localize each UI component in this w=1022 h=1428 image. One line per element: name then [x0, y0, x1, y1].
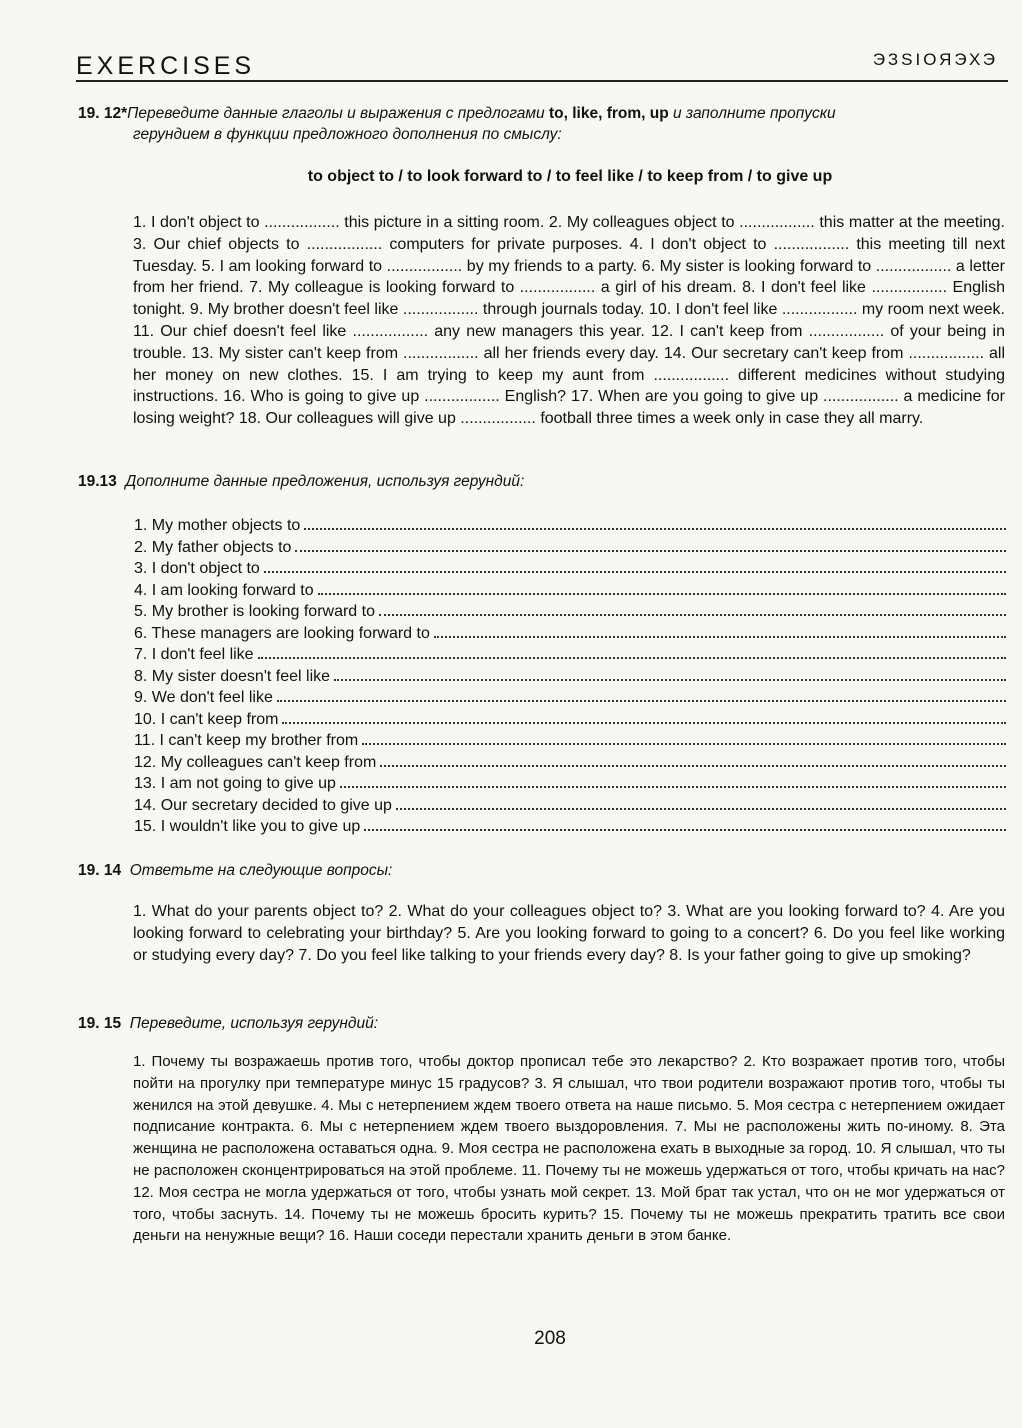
blank-line	[362, 730, 1006, 745]
exercise-instruction-line2: герундием в функции предложного дополнения по смыслу:	[133, 126, 562, 143]
list-item: 7. I don't feel like	[134, 644, 1006, 666]
blank-line	[282, 709, 1006, 724]
exercise-instruction: Переведите, используя герундий:	[129, 1015, 379, 1032]
list-item: 8. My sister doesn't feel like	[134, 666, 1006, 688]
header-divider	[76, 80, 1008, 82]
blank-line	[340, 773, 1006, 788]
blank-line	[295, 537, 1006, 552]
list-item: 5. My brother is looking forward to	[134, 601, 1006, 623]
exercise-instruction: Дополните данные предложения, используя герундий:	[125, 473, 525, 490]
exercise-19-14-text: 1. What do your parents object to? 2. What do your colleagues object to? 3. What are you looking forward to? 4. Are you looking forward to celebrating your birthday? 5. Are you looking forward to going to a concert? 6. Do you feel like working or studying every day? 7. Do you feel like talking to your friends every day? 8. Is your father going to give up smoking?	[133, 903, 1005, 964]
list-item: 13. I am not going to give up	[134, 773, 1006, 795]
exercise-number: 19. 14	[78, 862, 122, 879]
page-number: 208	[534, 1328, 566, 1349]
exercise-19-15-text: 1. Почему ты возражаешь против того, чтобы доктор прописал тебе это лекарство? 2. Кто возражает против того, чтобы пойти на прогулку при температуре минус 15 градусов? 3. Я слышал, что твои родители возражают против того, чтобы ты женился на этой девушке. 4. Мы с нетерпением ждем твоего ответа на наше письмо. 5. Моя сестра с нетерпением ожидает подписание контракта. 6. Мы с нетерпением ждем твоего выздоровления. 7. Мы не расположены жить по-иному. 8. Эта женщина не расположена оставаться одна. 9. Моя сестра не расположена ехать в выходные за город. 10. Я слышал, что ты не расположен сконцентрироваться на этой проблеме. 11. Почему ты не можешь удержаться от того, чтобы кричать на нас? 12. Моя сестра не могла удержаться от того, чтобы узнать мой секрет. 13. Мой брат так устал, что он не мог удержаться от того, чтобы заснуть. 14. Почему ты не можешь бросить курить? 15. Почему ты не можешь прекратить тратить все свои деньги на ненужные вещи? 16. Наши соседи перестали хранить деньги в этом банке.	[133, 1053, 1005, 1245]
blank-line	[304, 515, 1006, 530]
prepositions: to, like, from, up	[548, 105, 669, 122]
list-item: 4. I am looking forward to	[134, 580, 1006, 602]
blank-line	[258, 644, 1006, 659]
list-item: 14. Our secretary decided to give up	[134, 795, 1006, 817]
blank-line	[434, 623, 1006, 638]
exercise-instruction: Переведите данные глаголы и выражения с предлогами	[127, 105, 545, 122]
exercise-instruction: Ответьте на следующие вопросы:	[129, 862, 393, 879]
blank-line	[379, 601, 1006, 616]
list-item: 2. My father objects to	[134, 537, 1006, 559]
blank-line	[364, 816, 1006, 831]
blank-line	[396, 795, 1006, 810]
exercise-instruction-cont: и заполните пропуски	[673, 105, 836, 122]
exercise-number: 19. 12*	[78, 105, 128, 122]
list-item: 15. I wouldn't like you to give up	[134, 816, 1006, 838]
list-item: 3. I don't object to	[134, 558, 1006, 580]
blank-line	[334, 666, 1006, 681]
page-header-mirrored-title: ЭЗЅІОЯЭХЭ	[872, 50, 998, 69]
exercise-number: 19.13	[78, 473, 117, 490]
exercise-19-12-text: 1. I don't object to ................. this picture in a sitting room. 2. My colleagues object to ................. this matter at the meeting. 3. Our chief objects to ................. computers for private purposes. 4. I don't object to ................. this meeting till next Tuesday. 5. I am looking forward to ................. by my friends to a party. 6. My sister is looking forward to ................. a letter from her friend. 7. My colleague is looking forward to ................. a girl of his dream. 8. I don't feel like ................. English tonight. 9. My brother doesn't feel like ................. through journals today. 10. I don't feel like ................. my room next week. 11. Our chief doesn't feel like ................. any new managers this year. 12. I can't keep from ................. of your being in trouble. 13. My sister can't keep from ................. all her friends every day. 14. Our secretary can't keep from ................. all her money on new clothes. 15. I am trying to keep my aunt from ................. different medicines without studying instructions. 16. Who is going to give up ................. English? 17. When are you going to give up ................. a medicine for losing weight? 18. Our colleagues will give up ................. football three times a week only in case they all marry.	[133, 214, 1005, 428]
list-item: 12. My colleagues can't keep from	[134, 752, 1006, 774]
exercise-19-13-list	[134, 515, 1006, 838]
blank-line	[318, 580, 1006, 595]
exercise-19-14-heading	[78, 860, 392, 881]
blank-line	[380, 752, 1006, 767]
list-item: 11. I can't keep my brother from	[134, 730, 1006, 752]
blank-line	[264, 558, 1006, 573]
page-header-title: EXERCISES	[76, 52, 256, 80]
exercise-19-12-heading	[78, 103, 1008, 145]
phrase-list: to object to / to look forward to / to feel like / to keep from / to give up	[307, 168, 833, 185]
list-item: 10. I can't keep from	[134, 709, 1006, 731]
list-item: 6. These managers are looking forward to	[134, 623, 1006, 645]
exercise-19-15-heading	[78, 1013, 378, 1034]
exercise-19-13-heading	[78, 471, 524, 492]
list-item: 1. My mother objects to	[134, 515, 1006, 537]
list-item: 9. We don't feel like	[134, 687, 1006, 709]
exercise-number: 19. 15	[78, 1015, 122, 1032]
blank-line	[277, 687, 1006, 702]
